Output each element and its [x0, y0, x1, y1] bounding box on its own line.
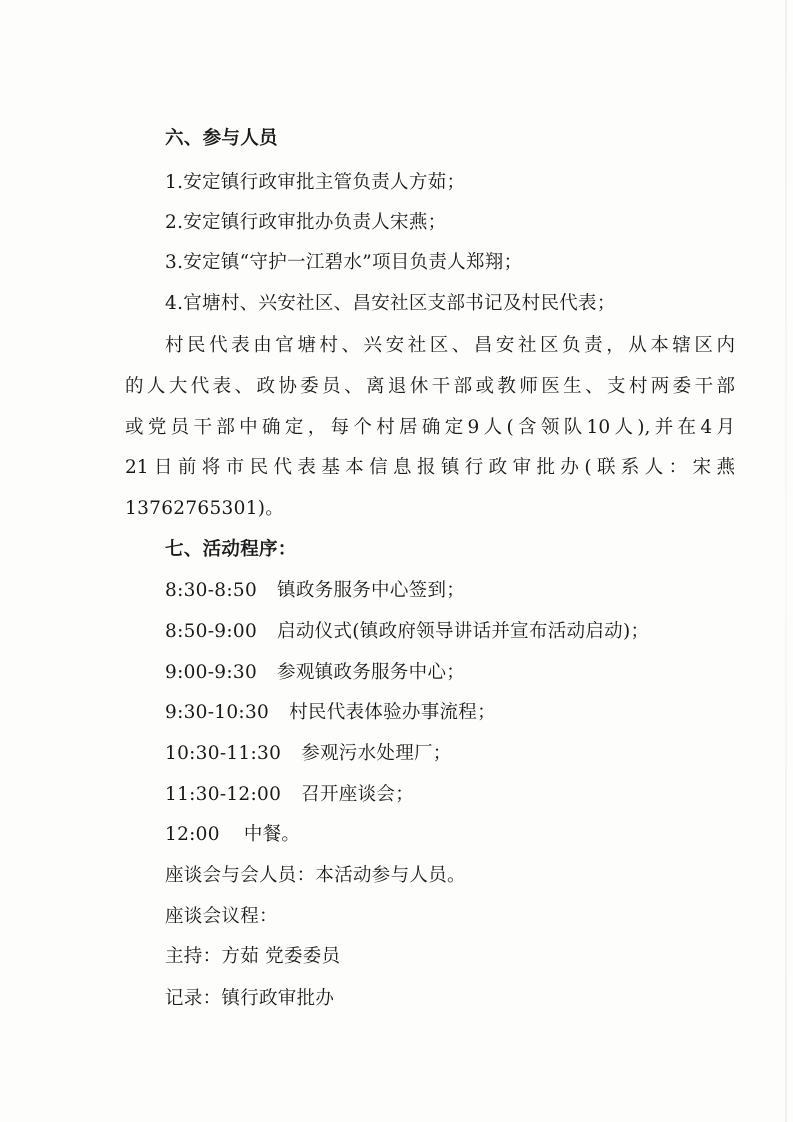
host-line: 主持：方茹 党委委员	[165, 946, 341, 967]
attendees-line: 座谈会与会人员：本活动参与人员。	[165, 865, 466, 886]
schedule-activity: 召开座谈会；	[301, 784, 414, 805]
scan-edge-shadow	[785, 0, 787, 1122]
participant-item-2: 2.安定镇行政审批办负责人宋燕；	[165, 212, 447, 233]
agenda-label: 座谈会议程：	[165, 906, 278, 927]
schedule-row	[165, 578, 465, 604]
participant-item-4: 4.官塘村、兴安社区、昌安社区支部书记及村民代表；	[165, 293, 616, 314]
participant-item-3: 3.安定镇“守护一江碧水”项目负责人郑翔；	[165, 252, 523, 273]
schedule-activity: 参观污水处理厂；	[301, 743, 452, 764]
section-7-heading: 七、活动程序：	[165, 539, 297, 560]
schedule-activity: 启动仪式(镇政府领导讲话并宣布活动启动)；	[277, 621, 650, 642]
paragraph-line-1: 村民代表由官塘村、兴安社区、昌安社区负责，从本辖区内	[165, 335, 735, 356]
schedule-time: 11:30-12:00	[165, 784, 282, 805]
schedule-row	[165, 660, 465, 686]
schedule-time: 9:00-9:30	[165, 662, 258, 683]
recorder-line: 记录：镇行政审批办	[165, 988, 335, 1009]
section-6-heading: 六、参与人员	[165, 128, 278, 149]
paragraph-line-4: 21日前将市民代表基本信息报镇行政审批办(联系人：宋燕	[125, 457, 735, 478]
paragraph-line-2: 的人大代表、政协委员、离退休干部或教师医生、支村两委干部	[125, 376, 735, 397]
schedule-activity: 村民代表体验办事流程；	[289, 702, 496, 723]
schedule-time: 10:30-11:30	[165, 743, 282, 764]
schedule-activity: 镇政务服务中心签到；	[277, 580, 466, 601]
schedule-row	[165, 741, 452, 767]
schedule-row	[165, 700, 496, 726]
schedule-time: 8:50-9:00	[165, 621, 258, 642]
paragraph-line-5: 13762765301)。	[125, 498, 285, 519]
schedule-row	[165, 619, 649, 645]
schedule-activity: 参观镇政务服务中心；	[277, 662, 466, 683]
schedule-row	[165, 782, 414, 808]
schedule-activity: 中餐。	[243, 824, 301, 845]
schedule-time: 12:00	[165, 824, 220, 845]
schedule-time: 9:30-10:30	[165, 702, 270, 723]
participant-item-1: 1.安定镇行政审批主管负责人方茹；	[165, 172, 466, 193]
paragraph-line-3: 或党员干部中确定，每个村居确定9人(含领队10人),并在4月	[125, 417, 735, 438]
schedule-time: 8:30-8:50	[165, 580, 258, 601]
schedule-row	[165, 822, 300, 848]
